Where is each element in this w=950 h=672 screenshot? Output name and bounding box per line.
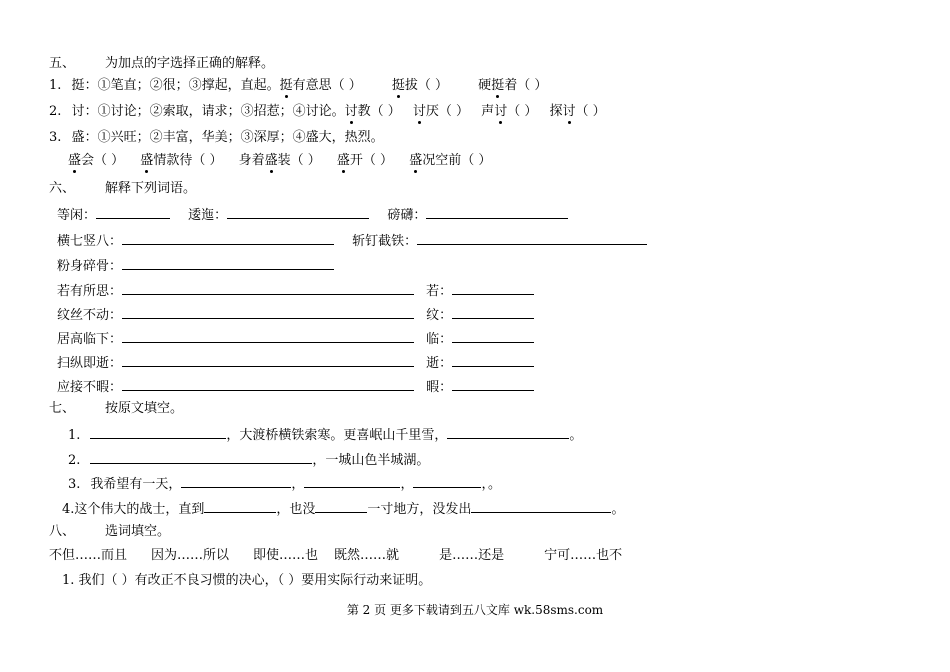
answer-blank[interactable] [471, 500, 611, 513]
answer-blank[interactable] [122, 232, 334, 245]
s6-pair-row [57, 354, 534, 372]
answer-blank[interactable] [452, 306, 534, 319]
term-label: 若有所思： [57, 284, 123, 299]
section-5-number: 五、 [49, 56, 76, 71]
word-blank: 教（ ） [357, 104, 401, 119]
dotted-char: 挺 [279, 78, 293, 93]
word-blank: （ ） [575, 104, 606, 119]
word-option: 宁可……也不 [544, 548, 623, 563]
word-part: 探 [549, 104, 563, 119]
word-option: 既然……就 [334, 548, 400, 563]
word-blank: 着（ ） [504, 78, 548, 93]
word-blank: 会（ ） [81, 153, 125, 168]
s6-row-2 [57, 232, 647, 250]
dotted-char: 盛 [68, 153, 82, 168]
poem-text: ，一城山色半城湖。 [312, 453, 430, 468]
word-blank: 装（ ） [277, 153, 321, 168]
word-option: 不但……而且 [49, 548, 128, 563]
s7-question-4 [62, 500, 624, 518]
target-char: 讨 [71, 104, 85, 119]
passage-text: 一寸地方，没发出 [367, 502, 472, 517]
section-5-heading [49, 56, 274, 72]
answer-blank[interactable] [413, 475, 481, 488]
definitions: ：①讨论；②索取，请求；③招惹；④讨论。 [84, 104, 345, 119]
s6-row-3 [57, 257, 334, 275]
term-label: 应接不暇： [57, 380, 123, 395]
word-part: 声 [481, 104, 495, 119]
word-blank: 有意思（ ） [292, 78, 362, 93]
answer-blank[interactable] [122, 378, 414, 391]
dotted-char: 讨 [562, 104, 576, 119]
answer-blank[interactable] [122, 282, 414, 295]
term-label: 逶迤： [188, 208, 228, 223]
section-6-title: 解释下列词语。 [105, 181, 197, 196]
section-8-heading [49, 524, 170, 540]
answer-blank[interactable] [90, 451, 312, 464]
punctuation: 。 [611, 502, 625, 517]
answer-blank[interactable] [96, 206, 170, 219]
char-label: 若： [426, 284, 453, 299]
punctuation: 。 [569, 428, 583, 443]
s5-question-1 [49, 78, 547, 94]
target-char: 盛 [71, 130, 85, 145]
answer-blank[interactable] [204, 500, 276, 513]
poem-text: ，大渡桥横铁索寒。更喜岷山千里雪， [226, 428, 448, 443]
answer-blank[interactable] [452, 378, 534, 391]
s5-question-3-words [68, 153, 491, 169]
answer-blank[interactable] [122, 354, 414, 367]
section-5-title: 为加点的字选择正确的解释。 [105, 56, 275, 71]
section-8-title: 选词填空。 [105, 524, 171, 539]
term-label: 纹丝不动： [57, 308, 123, 323]
term-label: 扫纵即逝： [57, 356, 123, 371]
s7-question-1 [68, 426, 582, 444]
word-blank: 厌（ ） [425, 104, 470, 119]
punctuation: ， [291, 477, 305, 492]
page-footer: 第 2 页 更多下载请到五八文库 wk.58sms.com [346, 603, 604, 617]
answer-blank[interactable] [417, 232, 647, 245]
answer-blank[interactable] [452, 354, 534, 367]
answer-blank[interactable] [447, 426, 569, 439]
answer-blank[interactable] [122, 257, 334, 270]
s5-question-2 [49, 104, 606, 120]
answer-blank[interactable] [452, 282, 534, 295]
answer-blank[interactable] [452, 330, 534, 343]
term-label: 斩钉截铁： [352, 234, 418, 249]
dotted-char: 挺 [491, 78, 505, 93]
char-label: 临： [426, 332, 453, 347]
term-label: 粉身碎骨： [57, 259, 123, 274]
answer-blank[interactable] [426, 206, 568, 219]
punctuation: ， [400, 477, 414, 492]
answer-blank[interactable] [122, 306, 414, 319]
q-number: 1. [49, 78, 62, 93]
dotted-char: 挺 [391, 78, 405, 93]
term-label: 居高临下： [57, 332, 123, 347]
section-7-title: 按原文填空。 [105, 401, 184, 416]
q-number: 1. [68, 428, 81, 443]
word-option: 即使……也 [253, 548, 319, 563]
s6-pair-row [57, 330, 534, 348]
dotted-char: 讨 [344, 104, 358, 119]
definitions: ：①兴旺；②丰富，华美；③深厚；④盛大，热烈。 [84, 130, 384, 145]
dotted-char: 盛 [409, 153, 423, 168]
definitions: ：①笔直；②很；③撑起，直起。 [84, 78, 280, 93]
answer-blank[interactable] [304, 475, 400, 488]
section-6-heading [49, 181, 196, 197]
s8-word-options [49, 548, 622, 564]
s7-question-2 [68, 451, 429, 469]
q-number: 2. [49, 104, 62, 119]
answer-blank[interactable] [181, 475, 291, 488]
answer-blank[interactable] [90, 426, 226, 439]
q-number: 3. [68, 477, 81, 492]
section-7-number: 七、 [49, 401, 76, 416]
term-label: 横七竖八： [57, 234, 123, 249]
word-blank: 况空前（ ） [422, 153, 492, 168]
s7-question-3 [68, 475, 501, 493]
word-part: 身着 [238, 153, 265, 168]
passage-text: 我希望有一天， [90, 477, 182, 492]
s6-pair-row [57, 378, 534, 396]
section-8-number: 八、 [49, 524, 76, 539]
punctuation: ，。 [481, 477, 501, 492]
word-blank: （ ） [507, 104, 538, 119]
section-6-number: 六、 [49, 181, 76, 196]
s6-pair-row [57, 282, 534, 300]
term-label: 磅礴： [387, 208, 427, 223]
word-blank: 拔（ ） [404, 78, 449, 93]
s6-pair-row [57, 306, 534, 324]
s6-row-1 [57, 206, 568, 224]
dotted-char: 盛 [336, 153, 350, 168]
s8-question-1: 1. 我们（ ）有改正不良习惯的决心，（ ）要用实际行动来证明。 [62, 573, 432, 588]
dotted-char: 讨 [494, 104, 508, 119]
dotted-char: 讨 [412, 104, 426, 119]
answer-blank[interactable] [122, 330, 414, 343]
word-blank: 开（ ） [349, 153, 394, 168]
answer-blank[interactable] [227, 206, 369, 219]
char-label: 纹： [426, 308, 453, 323]
passage-text: 4.这个伟大的战士，直到 [62, 502, 205, 517]
s5-question-3 [49, 130, 384, 146]
answer-blank[interactable] [315, 500, 367, 513]
section-7-heading [49, 401, 183, 417]
term-label: 等闲： [57, 208, 97, 223]
char-label: 逝： [426, 356, 453, 371]
dotted-char: 盛 [264, 153, 278, 168]
passage-text: ，也没 [276, 502, 316, 517]
char-label: 暇： [426, 380, 453, 395]
word-part: 硬 [478, 78, 492, 93]
word-blank: 情款待（ ） [153, 153, 223, 168]
dotted-char: 盛 [140, 153, 154, 168]
q-number: 2. [68, 453, 81, 468]
q-number: 3. [49, 130, 62, 145]
word-option: 因为……所以 [151, 548, 230, 563]
word-option: 是……还是 [439, 548, 505, 563]
target-char: 挺 [71, 78, 85, 93]
